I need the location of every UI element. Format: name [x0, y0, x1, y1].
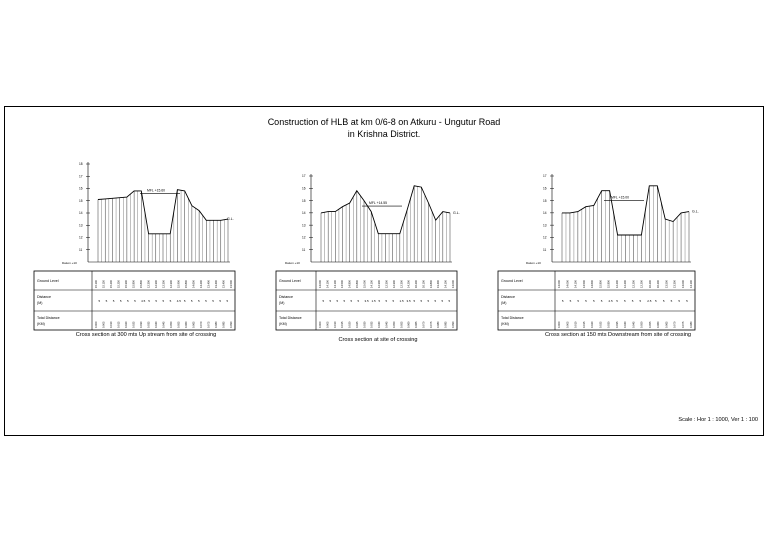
total-distance-value: 0.090	[230, 321, 233, 328]
row-label-ground-level: Ground Level	[37, 279, 59, 283]
y-tick-label: 18	[79, 162, 83, 167]
ground-level-value: 16.200	[657, 280, 660, 288]
ground-level-value: 13.500	[230, 280, 233, 288]
distance-value: 5	[561, 299, 564, 303]
row-label-total-distance: Total Distance	[37, 316, 60, 320]
total-distance-value: 0.085	[222, 321, 226, 328]
ground-level-value: 12.300	[147, 280, 151, 288]
ground-level-value: 14.800	[348, 280, 352, 288]
ground-level-value: 13.400	[207, 280, 211, 288]
distance-value: 5	[592, 299, 595, 303]
row-label-total-distance: Total Distance	[501, 316, 524, 320]
ground-level-value: 14.200	[407, 280, 411, 288]
ground-profile-line	[98, 190, 228, 234]
total-distance-value: 0.065	[665, 321, 669, 328]
ground-level-value: 14.000	[319, 280, 322, 288]
total-distance-value: 0.020	[125, 321, 128, 328]
ground-level-value: 12.300	[385, 280, 389, 288]
total-distance-value: 0.030	[363, 321, 367, 328]
total-distance-value: 0.080	[690, 321, 693, 328]
ground-level-value: 15.800	[355, 280, 359, 288]
total-distance-value: 0.065	[192, 321, 196, 328]
ground-level-value: 14.600	[192, 280, 196, 288]
ground-level-value: 15.800	[185, 280, 188, 288]
y-tick-label: 14	[302, 211, 306, 216]
total-distance-value: 0.005	[326, 321, 330, 328]
total-distance-value: 0.060	[407, 321, 411, 328]
distance-value: 5	[322, 299, 325, 303]
row-label-distance: Distance	[37, 295, 51, 299]
ground-level-value: 12.300	[392, 280, 396, 288]
total-distance-value: 0.030	[140, 321, 143, 328]
ground-level-value: 15.150	[102, 280, 106, 288]
total-distance-value: 0.040	[378, 321, 382, 328]
row-label-distance: Distance	[279, 295, 293, 299]
total-distance-value: 0.000	[319, 321, 322, 328]
total-distance-value: 0.020	[591, 321, 594, 328]
y-tick-label: 12	[79, 235, 83, 240]
distance-value: 5	[329, 299, 332, 303]
ground-level-value: 13.400	[222, 280, 226, 288]
ground-level-value: 16.200	[648, 280, 652, 288]
total-distance-value: 0.070	[673, 321, 677, 328]
distance-value: 5	[631, 299, 634, 303]
ground-level-value: 14.100	[333, 280, 337, 288]
distance-value: 5	[448, 299, 451, 303]
total-distance-value: 0.080	[215, 321, 218, 328]
mfl-label: MFL +15.00	[611, 195, 630, 200]
total-distance-value: 0.055	[177, 321, 181, 328]
row-label-total-distance-unit: (KM)	[37, 322, 45, 326]
ground-level-value: 12.200	[640, 280, 644, 288]
total-distance-value: 0.060	[657, 321, 660, 328]
total-distance-value: 0.055	[648, 321, 652, 328]
total-distance-value: 0.070	[200, 321, 203, 328]
y-tick-label: 13	[302, 223, 306, 228]
ground-level-value: 12.300	[400, 280, 404, 288]
total-distance-value: 0.030	[607, 321, 611, 328]
distance-value: 5	[169, 299, 172, 303]
ground-level-value: 14.000	[681, 280, 685, 288]
distance-value: 1.5	[371, 299, 376, 303]
drawing-title-line2: in Krishna District.	[347, 129, 421, 139]
ground-profile-line	[562, 186, 689, 235]
distance-value: 5	[686, 299, 688, 303]
distance-value: 1.5	[399, 299, 404, 303]
y-tick-label: 13	[543, 223, 547, 228]
ground-level-value: 14.000	[566, 280, 570, 288]
ground-level-value: 14.100	[690, 280, 693, 288]
total-distance-value: 0.050	[170, 321, 173, 328]
distance-value: 5	[98, 299, 101, 303]
scale-note: Scale : Hor 1 : 1000, Ver 1 : 100	[678, 417, 758, 423]
distance-value: 5	[212, 299, 214, 303]
ground-level-value: 16.200	[415, 280, 419, 288]
distance-value: 5	[655, 299, 657, 303]
ground-level-value: 15.200	[110, 280, 113, 288]
table-frame	[498, 271, 695, 330]
distance-value: 5	[639, 299, 642, 303]
total-distance-value: 0.025	[599, 321, 603, 328]
y-tick-label: 13	[79, 223, 83, 228]
distance-value: 5	[219, 299, 222, 303]
panel-3-caption: Cross section at 150 mts Downstream from site of crossing	[544, 332, 692, 338]
ground-level-value: 14.200	[200, 280, 203, 288]
ground-level-value: 15.900	[177, 280, 181, 288]
y-tick-label: 16	[302, 186, 306, 191]
distance-value: 5	[600, 299, 603, 303]
ground-level-value: 14.500	[582, 280, 586, 288]
ground-level-value: 14.000	[558, 280, 561, 288]
ground-level-value: 15.800	[132, 280, 136, 288]
y-tick-label: 15	[79, 198, 83, 203]
total-distance-value: 0.070	[422, 321, 426, 328]
distance-value: 5	[183, 299, 186, 303]
distance-value: 5	[226, 299, 229, 303]
total-distance-value: 0.085	[444, 321, 448, 328]
drawing-title-line1: Construction of HLB at km 0/6-8 on Atkuru - Ungutur Road	[267, 117, 501, 127]
ground-level-value: 12.200	[624, 280, 627, 288]
distance-value: 5	[413, 299, 416, 303]
total-distance-value: 0.010	[110, 321, 113, 328]
distance-value: 3.5	[406, 299, 411, 303]
distance-value: 5	[198, 299, 200, 303]
ground-level-value: 12.300	[378, 280, 382, 288]
total-distance-value: 0.065	[415, 321, 419, 328]
distance-value: 4.5	[141, 299, 146, 303]
y-tick-label: 16	[543, 186, 547, 191]
distance-value: 5	[624, 299, 626, 303]
distance-value: 5	[162, 299, 165, 303]
distance-value: 5	[441, 299, 444, 303]
y-tick-label: 11	[543, 247, 547, 252]
gl-label: G.L.	[453, 210, 460, 215]
ground-level-value: 15.800	[607, 280, 611, 288]
total-distance-value: 0.015	[582, 321, 586, 328]
y-tick-label: 14	[79, 211, 83, 216]
y-tick-label: 16	[79, 186, 83, 191]
distance-value: 2.5	[608, 299, 613, 303]
total-distance-value: 0.045	[385, 321, 389, 328]
panel-1-caption: Cross section at 300 mts Up stream from site of crossing	[75, 332, 217, 338]
y-tick-label: 15	[302, 198, 306, 203]
y-tick-label: 12	[302, 235, 306, 240]
total-distance-value: 0.045	[632, 321, 636, 328]
distance-value: 5	[678, 299, 681, 303]
total-distance-value: 0.000	[558, 321, 561, 328]
distance-value: 5	[385, 299, 388, 303]
gl-label: G.L.	[227, 217, 234, 222]
distance-value: 5	[420, 299, 423, 303]
distance-value: 5	[126, 299, 129, 303]
distance-value: 5	[357, 299, 360, 303]
row-label-distance-unit: (M)	[279, 301, 285, 305]
total-distance-value: 0.005	[566, 321, 570, 328]
distance-value: 5	[434, 299, 437, 303]
total-distance-value: 0.075	[681, 321, 685, 328]
row-label-ground-level: Ground Level	[501, 279, 523, 283]
distance-value: 5	[569, 299, 572, 303]
ground-level-value: 16.100	[422, 280, 426, 288]
ground-level-value: 15.800	[140, 280, 143, 288]
y-tick-label: 11	[79, 247, 83, 252]
distance-value: 5	[112, 299, 115, 303]
panel-2-caption: Cross section at site of crossing	[338, 337, 418, 343]
ground-level-value: 14.100	[370, 280, 374, 288]
y-tick-label: 12	[543, 235, 547, 240]
total-distance-value: 0.025	[355, 321, 359, 328]
distance-value: 5	[343, 299, 346, 303]
total-distance-value: 0.020	[348, 321, 352, 328]
ground-level-value: 13.400	[437, 280, 441, 288]
ground-level-value: 14.600	[591, 280, 594, 288]
ground-level-value: 14.100	[444, 280, 448, 288]
row-label-ground-level: Ground Level	[279, 279, 301, 283]
ground-level-value: 14.100	[326, 280, 330, 288]
total-distance-value: 0.035	[370, 321, 374, 328]
total-distance-value: 0.075	[207, 321, 211, 328]
ground-level-value: 12.300	[162, 280, 166, 288]
total-distance-value: 0.010	[574, 321, 578, 328]
total-distance-value: 0.040	[624, 321, 627, 328]
total-distance-value: 0.045	[162, 321, 166, 328]
ground-level-value: 14.100	[574, 280, 578, 288]
ground-level-value: 12.200	[632, 280, 636, 288]
distance-value: 5	[119, 299, 122, 303]
ground-level-value: 13.500	[665, 280, 669, 288]
distance-value: 5	[134, 299, 136, 303]
gl-label: G.L.	[692, 209, 699, 214]
datum-label: Datum +10	[526, 261, 541, 265]
distance-value: 5	[190, 299, 193, 303]
distance-value: 4.5	[176, 299, 181, 303]
distance-value: 2.5	[647, 299, 652, 303]
ground-level-value: 14.500	[341, 280, 345, 288]
row-label-total-distance-unit: (KM)	[501, 322, 509, 326]
y-tick-label: 17	[543, 174, 547, 179]
distance-value: 5	[350, 299, 353, 303]
distance-value: 5	[577, 299, 580, 303]
ground-level-value: 12.200	[615, 280, 619, 288]
y-tick-label: 15	[543, 198, 547, 203]
row-label-distance-unit: (M)	[501, 301, 507, 305]
total-distance-value: 0.090	[452, 321, 455, 328]
y-tick-label: 17	[79, 174, 83, 179]
total-distance-value: 0.035	[615, 321, 619, 328]
total-distance-value: 0.035	[147, 321, 151, 328]
total-distance-value: 0.075	[429, 321, 433, 328]
ground-level-value: 15.800	[599, 280, 603, 288]
total-distance-value: 0.025	[132, 321, 136, 328]
distance-value: 3.5	[364, 299, 369, 303]
distance-value: 5	[378, 299, 381, 303]
distance-value: 5	[616, 299, 618, 303]
total-distance-value: 0.040	[155, 321, 158, 328]
ground-level-value: 14.800	[429, 280, 433, 288]
distance-value: 5	[427, 299, 430, 303]
distance-value: 5	[662, 299, 665, 303]
ground-level-value: 12.300	[155, 280, 158, 288]
total-distance-value: 0.005	[102, 321, 106, 328]
total-distance-value: 0.000	[95, 321, 98, 328]
datum-label: Datum +10	[285, 261, 300, 265]
total-distance-value: 0.015	[341, 321, 345, 328]
distance-value: 5	[205, 299, 207, 303]
total-distance-value: 0.080	[437, 321, 441, 328]
ground-level-value: 14.000	[452, 280, 455, 288]
ground-level-value: 15.300	[125, 280, 128, 288]
distance-value: 5	[670, 299, 673, 303]
row-label-distance: Distance	[501, 295, 515, 299]
total-distance-value: 0.050	[640, 321, 644, 328]
ground-level-value: 15.000	[363, 280, 367, 288]
distance-value: 5	[336, 299, 339, 303]
mfl-label: MFL +14.55	[369, 201, 388, 206]
ground-level-value: 13.300	[673, 280, 677, 288]
y-tick-label: 11	[302, 247, 306, 252]
datum-label: Datum +10	[62, 261, 77, 265]
total-distance-value: 0.050	[392, 321, 396, 328]
distance-value: 5	[392, 299, 395, 303]
row-label-distance-unit: (M)	[37, 301, 43, 305]
distance-value: 5	[148, 299, 150, 303]
distance-value: 5	[105, 299, 108, 303]
ground-level-value: 12.300	[170, 280, 173, 288]
row-label-total-distance-unit: (KM)	[279, 322, 287, 326]
ground-level-value: 15.250	[117, 280, 121, 288]
ground-level-value: 15.100	[95, 280, 98, 288]
total-distance-value: 0.015	[117, 321, 121, 328]
ground-profile-line	[321, 186, 450, 234]
distance-value: 5	[155, 299, 158, 303]
y-tick-label: 17	[302, 174, 306, 179]
total-distance-value: 0.010	[333, 321, 337, 328]
total-distance-value: 0.055	[400, 321, 404, 328]
ground-level-value: 13.400	[215, 280, 218, 288]
total-distance-value: 0.060	[185, 321, 188, 328]
row-label-total-distance: Total Distance	[279, 316, 302, 320]
mfl-label: MFL +15.60	[147, 188, 166, 193]
distance-value: 5	[585, 299, 587, 303]
y-tick-label: 14	[543, 211, 547, 216]
